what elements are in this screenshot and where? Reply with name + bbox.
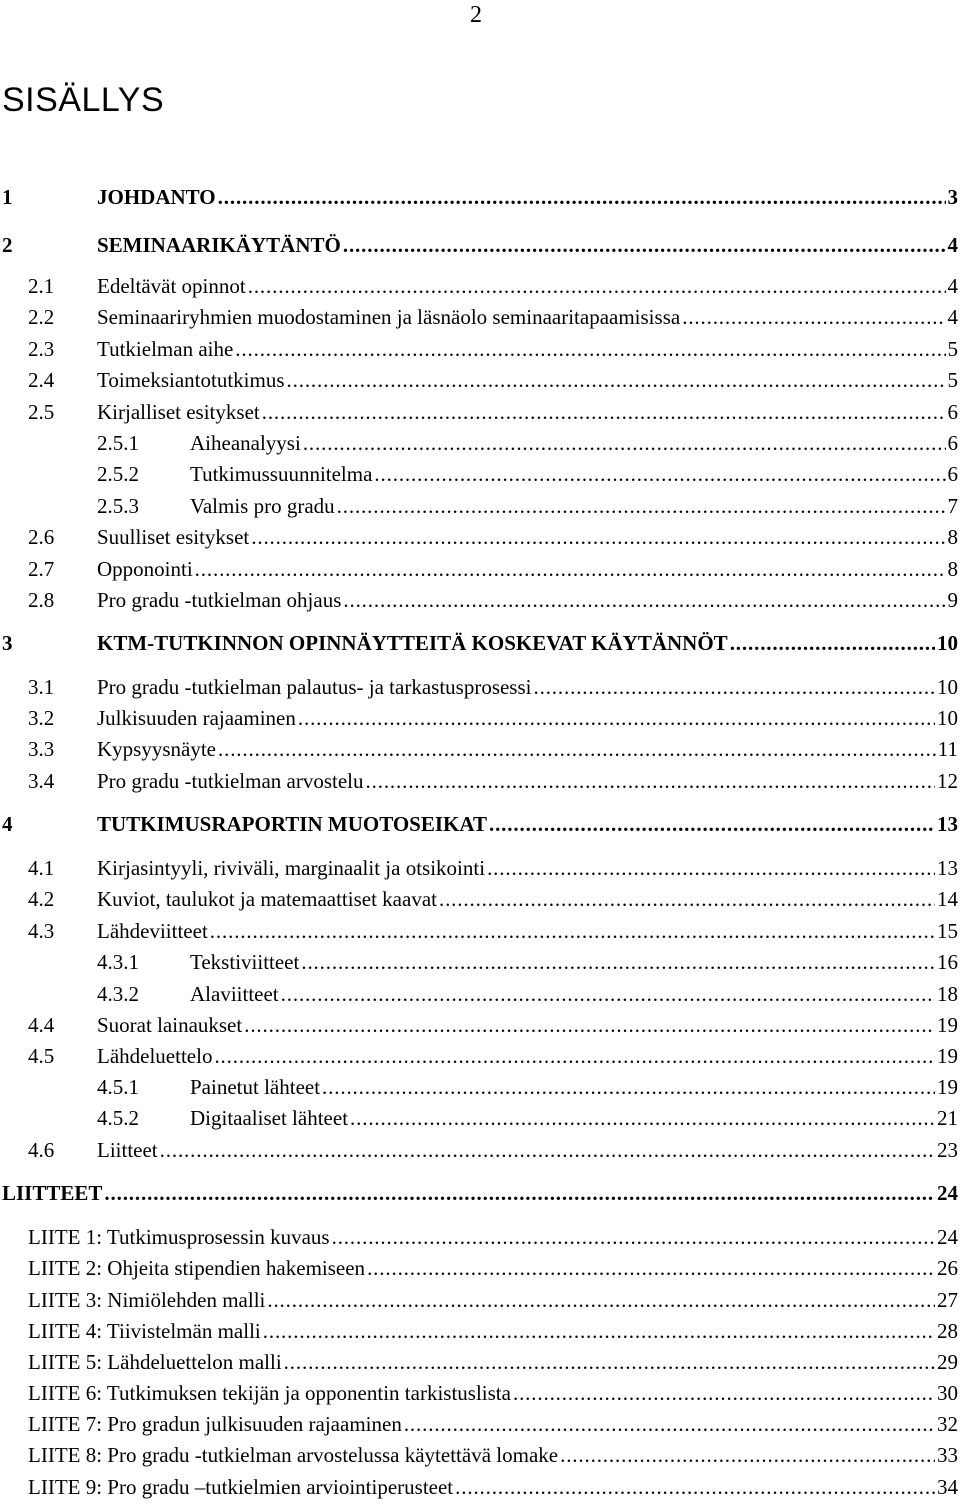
toc-leader-dots <box>267 1285 935 1315</box>
toc-entry[interactable] <box>0 554 958 584</box>
toc-entry-title: Kirjasintyyli, riviväli, marginaalit ja otsikointi <box>97 856 486 880</box>
toc-leader-dots <box>343 585 945 615</box>
toc-leader-dots <box>284 1347 935 1377</box>
toc-entry[interactable] <box>0 1285 958 1315</box>
toc-entry-page: 12 <box>937 769 958 793</box>
toc-entry-title: Painetut lähteet <box>190 1075 321 1099</box>
toc-entry-number: 3.3 <box>28 737 55 761</box>
toc-entry-number: 4.5 <box>28 1044 55 1068</box>
toc-entry-number: 2.6 <box>28 525 55 549</box>
toc-entry-title: KTM-TUTKINNON OPINNÄYTTEITÄ KOSKEVAT KÄYTÄNNÖT <box>97 631 728 655</box>
toc-entry-page: 9 <box>947 588 958 612</box>
toc-entry-title: LIITE 2: Ohjeita stipendien hakemiseen <box>28 1256 366 1280</box>
toc-entry-number: 4.3.2 <box>97 982 139 1006</box>
toc-entry-title: Aiheanalyysi <box>190 431 301 455</box>
toc-entry-title: Toimeksiantotutkimus <box>97 368 285 392</box>
toc-entry[interactable] <box>0 947 958 977</box>
toc-leader-dots <box>262 397 946 427</box>
toc-entry-title: Pro gradu -tutkielman arvostelu <box>97 769 364 793</box>
toc-entry-number: 4.5.2 <box>97 1106 139 1130</box>
toc-entry-number: 4.2 <box>28 887 55 911</box>
toc-entry[interactable] <box>0 522 958 552</box>
toc-entry-title: LIITE 1: Tutkimusprosessin kuvaus <box>28 1225 330 1249</box>
toc-entry-number: 2.1 <box>28 274 55 298</box>
toc-entry-page: 7 <box>947 494 958 518</box>
toc-entry-page: 6 <box>947 462 958 486</box>
toc-entry-page: 15 <box>937 919 958 943</box>
toc-entry-number: 2.7 <box>28 557 55 581</box>
toc-entry[interactable] <box>0 334 958 364</box>
toc-entry-title: Suorat lainaukset <box>97 1013 243 1037</box>
toc-entry-title: Lähdeviitteet <box>97 919 208 943</box>
page-number: 2 <box>470 2 482 28</box>
toc-entry-page: 4 <box>947 233 958 257</box>
toc-entry[interactable] <box>0 585 958 615</box>
toc-entry[interactable] <box>0 230 958 260</box>
toc-entry-title: Opponointi <box>97 557 193 581</box>
toc-entry-number: 2.2 <box>28 305 55 329</box>
toc-entry[interactable] <box>0 428 958 458</box>
toc-entry-title: Tutkimussuunnitelma <box>190 462 373 486</box>
toc-entry-number: 4.4 <box>28 1013 55 1037</box>
toc-entry[interactable] <box>0 809 958 839</box>
toc-entry-title: Julkisuuden rajaaminen <box>97 706 296 730</box>
toc-entry-page: 30 <box>937 1381 958 1405</box>
toc-leader-dots <box>160 1135 935 1165</box>
toc-entry-page: 8 <box>947 557 958 581</box>
toc-leader-dots <box>322 1072 935 1102</box>
toc-entry-page: 4 <box>947 305 958 329</box>
toc-entry[interactable] <box>0 1178 958 1208</box>
toc-entry-title: Edeltävät opinnot <box>97 274 246 298</box>
toc-entry-number: 2.5.3 <box>97 494 139 518</box>
toc-entry-number: 1 <box>2 185 13 209</box>
toc-entry-number: 4 <box>2 812 13 836</box>
toc-entry-title: Valmis pro gradu <box>190 494 335 518</box>
toc-entry-title: LIITE 4: Tiivistelmän malli <box>28 1319 261 1343</box>
toc-entry-title: LIITE 5: Lähdeluettelon malli <box>28 1350 282 1374</box>
toc-leader-dots <box>730 628 935 658</box>
toc-entry[interactable] <box>0 397 958 427</box>
toc-entry-page: 26 <box>937 1256 958 1280</box>
toc-entry[interactable] <box>0 703 958 733</box>
toc-entry-page: 10 <box>937 675 958 699</box>
toc-entry[interactable] <box>0 1072 958 1102</box>
toc-entry[interactable] <box>0 1316 958 1346</box>
toc-entry-title: LIITE 3: Nimiölehden malli <box>28 1288 266 1312</box>
toc-entry-page: 3 <box>947 185 958 209</box>
toc-entry-page: 5 <box>947 368 958 392</box>
toc-entry-page: 32 <box>937 1412 958 1436</box>
toc-entry[interactable] <box>0 491 958 521</box>
toc-entry[interactable] <box>0 1041 958 1071</box>
toc-entry-title: TUTKIMUSRAPORTIN MUOTOSEIKAT <box>97 812 487 836</box>
toc-entry-number: 2.4 <box>28 368 55 392</box>
toc-entry[interactable] <box>0 1472 958 1502</box>
toc-entry-title: Suulliset esitykset <box>97 525 250 549</box>
toc-entry-page: 24 <box>937 1225 958 1249</box>
toc-entry-number: 2.5.2 <box>97 462 139 486</box>
toc-entry[interactable] <box>0 182 958 212</box>
toc-entry[interactable] <box>0 979 958 1009</box>
toc-leader-dots <box>489 809 935 839</box>
toc-entry-number: 3.2 <box>28 706 55 730</box>
toc-entry-title: Tutkielman aihe <box>97 337 234 361</box>
toc-entry-page: 21 <box>937 1106 958 1130</box>
toc-leader-dots <box>298 703 935 733</box>
toc-leader-dots <box>210 916 935 946</box>
toc-entry-page: 27 <box>937 1288 958 1312</box>
toc-entry-number: 2 <box>2 233 13 257</box>
toc-entry-title: LIITE 9: Pro gradu –tutkielmien arviointiperusteet <box>28 1475 454 1499</box>
toc-leader-dots <box>218 182 946 212</box>
toc-entry-number: 3.1 <box>28 675 55 699</box>
toc-leader-dots <box>455 1472 935 1502</box>
toc-entry-title: Pro gradu -tutkielman palautus- ja tarkastusprosessi <box>97 675 532 699</box>
toc-entry-title: Kirjalliset esitykset <box>97 400 260 424</box>
toc-leader-dots <box>560 1440 935 1470</box>
toc-entry-title: Tekstiviitteet <box>190 950 300 974</box>
toc-leader-dots <box>281 979 935 1009</box>
toc-entry-title: LIITTEET <box>2 1181 103 1205</box>
toc-entry[interactable] <box>0 1347 958 1377</box>
toc-entry[interactable] <box>0 1103 958 1133</box>
toc-entry-title: Kypsyysnäyte <box>97 737 216 761</box>
toc-entry-title: LIITE 7: Pro gradun julkisuuden rajaaminen <box>28 1412 402 1436</box>
toc-entry-page: 19 <box>937 1075 958 1099</box>
toc-leader-dots <box>343 230 946 260</box>
toc-leader-dots <box>218 734 936 764</box>
toc-entry-page: 13 <box>937 856 958 880</box>
toc-leader-dots <box>251 522 945 552</box>
toc-entry-page: 18 <box>937 982 958 1006</box>
toc-entry[interactable] <box>0 916 958 946</box>
toc-leader-dots <box>104 1178 935 1208</box>
toc-entry-page: 10 <box>937 706 958 730</box>
toc-entry-page: 19 <box>937 1013 958 1037</box>
toc-entry-number: 4.6 <box>28 1138 55 1162</box>
toc-entry-page: 11 <box>937 737 958 761</box>
toc-leader-dots <box>404 1409 935 1439</box>
toc-entry-title: JOHDANTO <box>97 185 216 209</box>
toc-entry[interactable] <box>0 853 958 883</box>
toc-entry-page: 23 <box>937 1138 958 1162</box>
toc-entry[interactable] <box>0 1222 958 1252</box>
page-title: SISÄLLYS <box>2 81 165 119</box>
toc-entry-page: 28 <box>937 1319 958 1343</box>
toc-entry[interactable] <box>0 271 958 301</box>
toc-entry-number: 4.1 <box>28 856 55 880</box>
toc-entry-page: 10 <box>937 631 958 655</box>
toc-entry-number: 2.8 <box>28 588 55 612</box>
toc-entry[interactable] <box>0 1378 958 1408</box>
toc-leader-dots <box>195 554 946 584</box>
toc-entry-page: 24 <box>937 1181 958 1205</box>
toc-entry-title: Lähdeluettelo <box>97 1044 213 1068</box>
toc-entry[interactable] <box>0 766 958 796</box>
toc-leader-dots <box>513 1378 935 1408</box>
toc-entry-title: Seminaariryhmien muodostaminen ja läsnäolo seminaaritapaamisissa <box>97 305 681 329</box>
toc-entry-number: 2.5 <box>28 400 55 424</box>
toc-leader-dots <box>682 302 945 332</box>
toc-entry-title: Digitaaliset lähteet <box>190 1106 349 1130</box>
toc-entry-number: 2.3 <box>28 337 55 361</box>
toc-leader-dots <box>487 853 935 883</box>
toc-entry-number: 3 <box>2 631 13 655</box>
toc-entry-page: 34 <box>937 1475 958 1499</box>
toc-leader-dots <box>214 1041 935 1071</box>
toc-leader-dots <box>367 1253 935 1283</box>
toc-entry-page: 5 <box>947 337 958 361</box>
toc-entry-number: 4.3.1 <box>97 950 139 974</box>
toc-entry[interactable] <box>0 884 958 914</box>
toc-leader-dots <box>235 334 945 364</box>
toc-leader-dots <box>301 947 935 977</box>
toc-entry-page: 19 <box>937 1044 958 1068</box>
toc-entry-page: 33 <box>937 1443 958 1467</box>
toc-entry[interactable] <box>0 365 958 395</box>
toc-entry-page: 6 <box>947 431 958 455</box>
toc-leader-dots <box>287 365 946 395</box>
toc-entry[interactable] <box>0 734 958 764</box>
toc-entry[interactable] <box>0 672 958 702</box>
toc-entry-page: 8 <box>947 525 958 549</box>
toc-entry[interactable] <box>0 1010 958 1040</box>
toc-entry[interactable] <box>0 302 958 332</box>
toc-leader-dots <box>248 271 946 301</box>
toc-entry-page: 6 <box>947 400 958 424</box>
toc-entry-title: Liitteet <box>97 1138 158 1162</box>
toc-leader-dots <box>366 766 935 796</box>
toc-entry-title: Alaviitteet <box>190 982 279 1006</box>
toc-entry-title: LIITE 6: Tutkimuksen tekijän ja opponentin tarkistuslista <box>28 1381 511 1405</box>
toc-leader-dots <box>263 1316 935 1346</box>
toc-leader-dots <box>337 491 946 521</box>
toc-entry[interactable] <box>0 1440 958 1470</box>
toc-entry[interactable] <box>0 1135 958 1165</box>
toc-leader-dots <box>244 1010 935 1040</box>
toc-leader-dots <box>439 884 935 914</box>
toc-leader-dots <box>350 1103 935 1133</box>
toc-leader-dots <box>534 672 936 702</box>
toc-entry-page: 16 <box>937 950 958 974</box>
toc-entry-number: 4.3 <box>28 919 55 943</box>
toc-entry-title: SEMINAARIKÄYTÄNTÖ <box>97 233 341 257</box>
toc-leader-dots <box>374 459 945 489</box>
toc-entry-title: Pro gradu -tutkielman ohjaus <box>97 588 342 612</box>
toc-entry-number: 3.4 <box>28 769 55 793</box>
toc-leader-dots <box>303 428 946 458</box>
toc-entry[interactable] <box>0 1409 958 1439</box>
toc-leader-dots <box>332 1222 935 1252</box>
toc-entry[interactable] <box>0 1253 958 1283</box>
toc-entry-number: 4.5.1 <box>97 1075 139 1099</box>
toc-entry-page: 14 <box>937 887 958 911</box>
toc-entry-title: Kuviot, taulukot ja matemaattiset kaavat <box>97 887 437 911</box>
toc-entry[interactable] <box>0 459 958 489</box>
toc-entry-title: LIITE 8: Pro gradu -tutkielman arvostelussa käytettävä lomake <box>28 1443 559 1467</box>
toc-entry-number: 2.5.1 <box>97 431 139 455</box>
toc-entry-page: 4 <box>947 274 958 298</box>
toc-entry[interactable] <box>0 628 958 658</box>
toc-entry-page: 29 <box>937 1350 958 1374</box>
toc-entry-page: 13 <box>937 812 958 836</box>
